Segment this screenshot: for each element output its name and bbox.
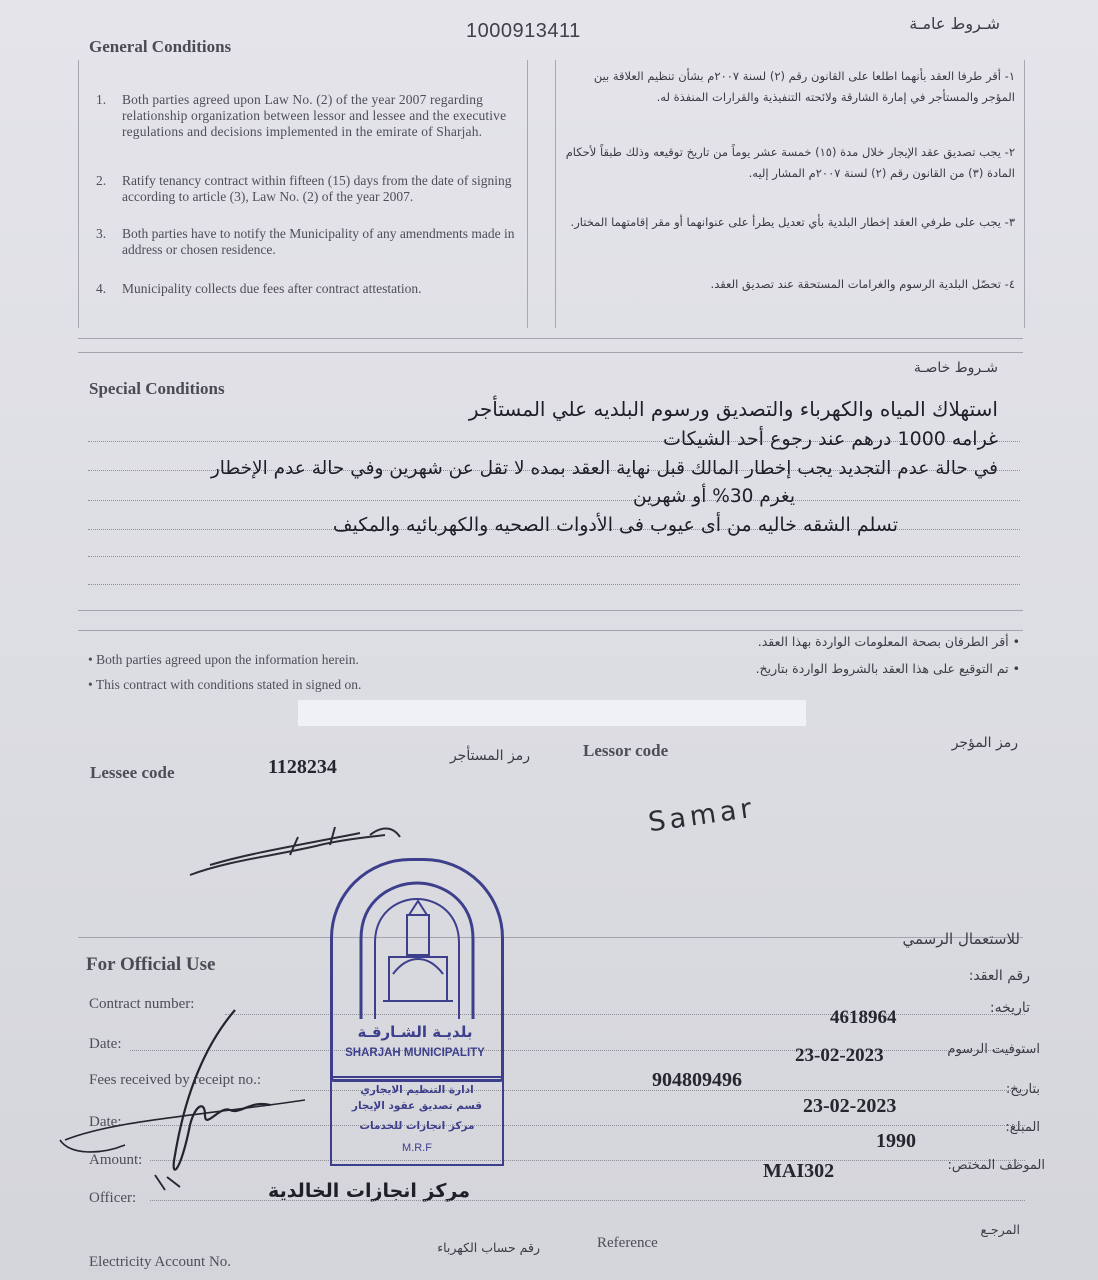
lessee-code-label-ar: رمز المستأجر [449,748,530,764]
official-use-title-ar: للاستعمال الرسمي [902,930,1020,948]
fees-receipt-label-ar: استوفيت الرسوم [947,1042,1040,1057]
general-item-ar-4: ٤- تحصّل البلدية الرسوم والغرامات المستحقة عند تصديق العقد. [710,277,1015,291]
officer-label: Officer: [89,1190,137,1206]
special-condition-line-3: في حالة عدم التجديد يجب إخطار المالك قبل نهاية العقد بمده لا تقل عن شهرين وفي حالة عدم الإخطار [210,458,998,479]
divider [78,630,1023,631]
lessor-signature: Samar [646,792,758,839]
contract-number-label: Contract number: [89,996,195,1012]
reference-label: Reference [597,1235,658,1251]
stamp-dept-line-1: ادارة التنظيم الايجاري [360,1084,474,1096]
official-use-title: For Official Use [86,954,216,975]
date2-label: Date: [89,1114,122,1130]
general-conditions-title-ar: شـروط عامـة [909,14,1000,33]
item-number: 3. [96,226,107,241]
receipt-number-value: 904809496 [652,1069,742,1091]
divider [78,352,1023,353]
divider [78,338,1023,339]
writing-line [88,584,1020,585]
general-item-1 [96,92,516,140]
contract-number-label-ar: رقم العقد: [968,968,1030,984]
lessor-code-label: Lessor code [583,741,669,760]
date-field-highlight [298,700,806,726]
agreement-ar-1: • أقر الطرفان بصحة المعلومات الواردة بهذا العقد. [757,634,1020,649]
date-label-ar: تاريخه: [989,1000,1030,1016]
general-item-ar-2: ٢- يجب تصديق عقد الإيجار خلال مدة (١٥) خمسة عشر يوماً من تاريخ توقيعه وذلك طبقاً لأحكام المادة (٣) من القانون رقم (٢) لسنة ٢٠٠٧م المشار إليه. [565,145,1015,180]
department-stamp [330,1076,504,1166]
municipality-emblem-icon [353,879,481,1019]
electricity-account-label-ar: رقم حساب الكهرباء [437,1240,540,1255]
item-number: 2. [96,173,107,188]
stamp-name-ar: بلديـة الشـارقـة [357,1023,473,1041]
agreement-en-2: • This contract with conditions stated in signed on. [88,677,362,692]
writing-line [88,556,1020,557]
special-condition-line-5: تسلم الشقه خاليه من أى عيوب فى الأدوات الصحيه والكهربائيه والمكيف [332,514,898,536]
writing-line [88,500,1020,501]
field-line [150,1200,1025,1201]
stamp-name-en: SHARJAH MUNICIPALITY [345,1047,485,1059]
fees-receipt-label: Fees received by receipt no.: [89,1072,262,1088]
stamp-dept-line-2: قسم تصديق عقود الإيجار [351,1100,483,1112]
item-text: Both parties have to notify the Municipality of any amendments made in address or chosen residence. [122,226,515,257]
date-value: 4618964 [830,1007,897,1028]
special-condition-line-1: استهلاك المياه والكهرباء والتصديق ورسوم البلديه علي المستأجر [468,397,998,421]
lessee-code-label: Lessee code [90,763,175,782]
item-text: Municipality collects due fees after contract attestation. [122,281,422,296]
stamp-dept-line-4: M.R.F [402,1142,432,1154]
item-text: Ratify tenancy contract within fifteen (15) days from the date of signing according to article (3), Law No. (2) of the year 2007. [122,173,512,204]
fees-value: 23-02-2023 [795,1045,884,1066]
general-item-4 [96,281,516,297]
contract-serial-number: 1000913411 [466,20,581,42]
item-number: 1. [96,92,107,107]
special-conditions-title-ar: شـروط خاصـة [913,360,998,376]
general-conditions-title: General Conditions [89,37,232,56]
general-item-3 [96,226,516,258]
center-name: مركز انجازات الخالدية [268,1180,470,1202]
special-condition-line-2: غرامه 1000 درهم عند رجوع أحد الشيكات [663,428,998,450]
officer-value: MAI302 [763,1160,835,1182]
special-condition-line-4-text: يغرم 30% أو شهرين [632,486,795,507]
general-item-2 [96,173,516,205]
agreement-ar-2: • تم التوقيع على هذا العقد بالشروط الواردة بتاريخ. [755,661,1020,676]
divider [78,610,1023,611]
lessor-code-label-ar: رمز المؤجر [951,735,1018,751]
amount-value: 1990 [876,1130,916,1152]
municipality-stamp [330,858,504,1082]
electricity-account-label: Electricity Account No. [89,1254,232,1270]
officer-label-ar: الموظف المختص: [947,1158,1045,1173]
amount-label: Amount: [89,1152,143,1168]
date2-value: 23-02-2023 [803,1095,897,1117]
item-text: Both parties agreed upon Law No. (2) of the year 2007 regarding relationship organization between lessor and lessee and the executive regulations and decisions implemented in the emirate of Sharjah. [122,92,507,139]
general-item-ar-1: ١- أقر طرفا العقد بأنهما اطلعا على القانون رقم (٢) لسنة ٢٠٠٧م بشأن تنظيم العلاقة بين المؤجر والمستأجر في إمارة الشارقة ولائحته التنفيذية والقرارات المنفذة له. [593,69,1015,104]
date2-label-ar: بتاريخ: [1005,1082,1040,1097]
agreement-en-1: • Both parties agreed upon the information herein. [88,652,359,667]
amount-label-ar: المبلغ: [1005,1120,1040,1135]
officer-signature [55,1005,315,1195]
reference-label-ar: المرجـع [980,1222,1020,1237]
special-conditions-title: Special Conditions [89,379,225,398]
lessee-code-value: 1128234 [268,756,337,778]
item-number: 4. [96,281,107,296]
general-item-ar-3: ٣- يجب على طرفي العقد إخطار البلدية بأي تعديل يطرأ على عنوانهما أو مقر إقامتهما المختار. [570,215,1015,229]
stamp-dept-line-3: مركز انجازات للخدمات [359,1120,475,1132]
date-label: Date: [89,1036,122,1052]
